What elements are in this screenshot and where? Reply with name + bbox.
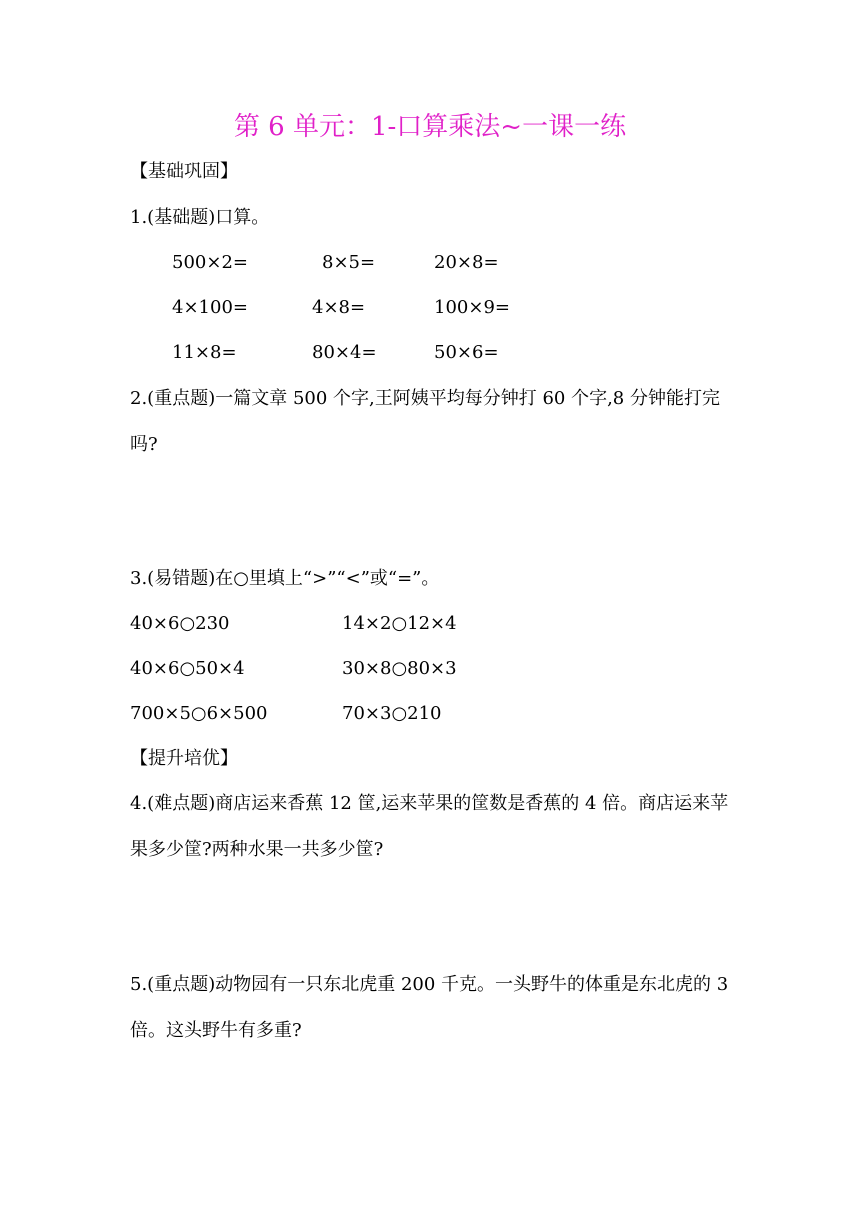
section-heading-basic: 【基础巩固】 <box>130 161 238 182</box>
q3-item: 30×8○80×3 <box>342 658 457 679</box>
q1-item: 100×9= <box>434 297 510 318</box>
q3-item: 40×6○230 <box>130 613 230 634</box>
q3-item: 14×2○12×4 <box>342 613 457 634</box>
q3-item: 40×6○50×4 <box>130 658 245 679</box>
q1-item: 4×100= <box>172 297 248 318</box>
q1-item: 50×6= <box>434 342 499 363</box>
q1-item: 500×2= <box>172 252 248 273</box>
q1-item: 4×8= <box>312 297 366 318</box>
q1-item: 20×8= <box>434 252 499 273</box>
question-2-stem: 2.(重点题)一篇文章 500 个字,王阿姨平均每分钟打 60 个字,8 分钟能打完吗? <box>130 388 720 455</box>
question-5-stem: 5.(重点题)动物园有一只东北虎重 200 千克。一头野牛的体重是东北虎的 3 倍。这头野牛有多重? <box>130 974 729 1041</box>
q3-item: 700×5○6×500 <box>130 703 268 724</box>
q1-item: 11×8= <box>172 342 237 363</box>
q3-item: 70×3○210 <box>342 703 442 724</box>
question-3-stem: 3.(易错题)在○里填上“>”“<”或“=”。 <box>130 568 440 589</box>
question-1-stem: 1.(基础题)口算。 <box>130 207 270 228</box>
q1-item: 8×5= <box>322 252 376 273</box>
page-title: 第 6 单元：1-口算乘法~一课一练 <box>233 112 627 142</box>
question-4-stem: 4.(难点题)商店运来香蕉 12 筐,运来苹果的筐数是香蕉的 4 倍。商店运来苹果多少筐?两种水果一共多少筐? <box>130 793 729 860</box>
q1-item: 80×4= <box>312 342 377 363</box>
section-heading-advanced: 【提升培优】 <box>130 748 238 769</box>
